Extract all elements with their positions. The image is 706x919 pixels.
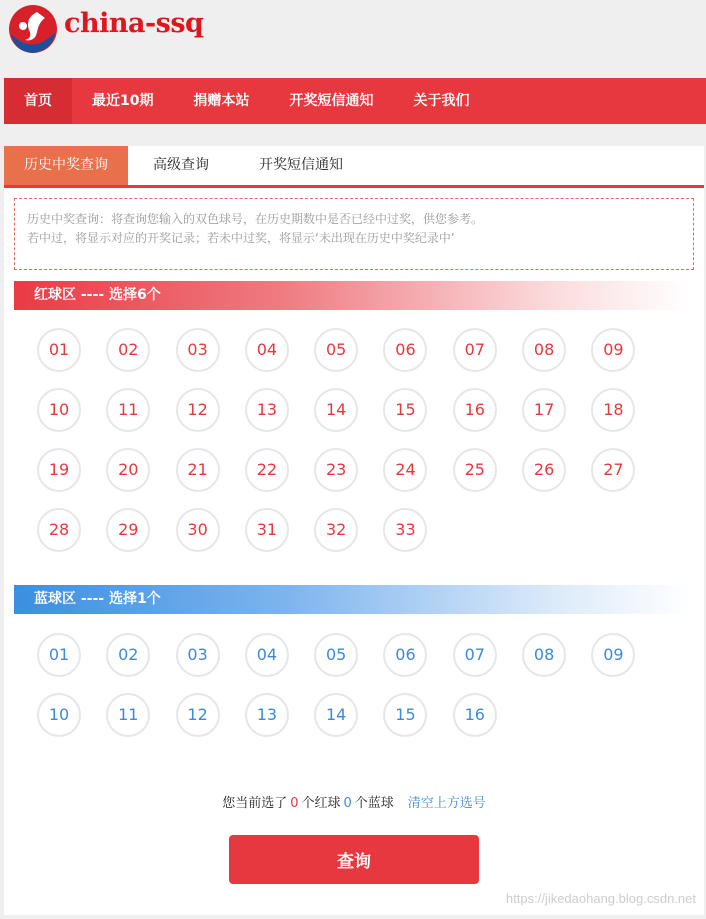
- red-ball[interactable]: 33: [383, 508, 427, 552]
- notice-box: [14, 198, 694, 270]
- blue-ball[interactable]: 02: [106, 633, 150, 677]
- red-ball[interactable]: 14: [314, 388, 358, 432]
- red-ball[interactable]: 12: [176, 388, 220, 432]
- tab-sms-notify[interactable]: 开奖短信通知: [259, 157, 343, 173]
- red-ball[interactable]: 08: [522, 328, 566, 372]
- red-ball[interactable]: 18: [591, 388, 635, 432]
- tab-history-query[interactable]: 历史中奖查询: [4, 146, 128, 185]
- query-button[interactable]: 查询: [229, 835, 479, 884]
- blue-ball-grid: [37, 633, 677, 753]
- blue-ball[interactable]: 05: [314, 633, 358, 677]
- blue-ball[interactable]: 07: [453, 633, 497, 677]
- blue-ball[interactable]: 12: [176, 693, 220, 737]
- red-ball[interactable]: 30: [176, 508, 220, 552]
- red-ball[interactable]: 06: [383, 328, 427, 372]
- red-ball[interactable]: 10: [37, 388, 81, 432]
- blue-ball[interactable]: 08: [522, 633, 566, 677]
- red-ball[interactable]: 24: [383, 448, 427, 492]
- red-ball[interactable]: 32: [314, 508, 358, 552]
- nav-about[interactable]: 关于我们: [413, 93, 470, 109]
- blue-count: 0: [343, 796, 352, 811]
- red-ball[interactable]: 20: [106, 448, 150, 492]
- brand-name: china-ssq: [64, 8, 204, 39]
- red-ball[interactable]: 17: [522, 388, 566, 432]
- blue-zone-header: 蓝球区 ---- 选择1个: [14, 585, 690, 614]
- blue-ball[interactable]: 14: [314, 693, 358, 737]
- red-ball[interactable]: 11: [106, 388, 150, 432]
- clear-selection-link[interactable]: 清空上方选号: [407, 796, 486, 811]
- red-ball[interactable]: 21: [176, 448, 220, 492]
- blue-ball[interactable]: 16: [453, 693, 497, 737]
- red-ball[interactable]: 25: [453, 448, 497, 492]
- blue-ball[interactable]: 03: [176, 633, 220, 677]
- red-ball[interactable]: 15: [383, 388, 427, 432]
- logo-icon: [7, 4, 59, 54]
- watermark: https://jikedaohang.blog.csdn.net: [505, 891, 696, 906]
- notice-line: 若中过，将显示对应的开奖记录；若未中过奖，将显示‘未出现在历史中奖纪录中’: [27, 231, 455, 245]
- nav-recent-10[interactable]: 最近10期: [92, 93, 154, 109]
- tab-bar: [4, 146, 704, 188]
- red-ball[interactable]: 05: [314, 328, 358, 372]
- red-ball[interactable]: 13: [245, 388, 289, 432]
- blue-ball[interactable]: 11: [106, 693, 150, 737]
- red-ball[interactable]: 03: [176, 328, 220, 372]
- blue-ball[interactable]: 04: [245, 633, 289, 677]
- red-ball[interactable]: 01: [37, 328, 81, 372]
- tab-advanced-query[interactable]: 高级查询: [153, 157, 209, 173]
- main-panel: [4, 146, 704, 915]
- red-ball[interactable]: 02: [106, 328, 150, 372]
- red-ball[interactable]: 07: [453, 328, 497, 372]
- summary-prefix: 您当前选了: [222, 796, 288, 811]
- blue-ball[interactable]: 15: [383, 693, 427, 737]
- red-ball[interactable]: 19: [37, 448, 81, 492]
- blue-ball[interactable]: 01: [37, 633, 81, 677]
- red-ball[interactable]: 28: [37, 508, 81, 552]
- red-ball-grid: [37, 328, 677, 568]
- red-ball[interactable]: 27: [591, 448, 635, 492]
- red-ball[interactable]: 26: [522, 448, 566, 492]
- blue-ball[interactable]: 09: [591, 633, 635, 677]
- red-ball[interactable]: 29: [106, 508, 150, 552]
- red-zone-header: 红球区 ---- 选择6个: [14, 281, 690, 310]
- red-ball[interactable]: 09: [591, 328, 635, 372]
- blue-ball[interactable]: 06: [383, 633, 427, 677]
- notice-line: 历史中奖查询：将查询您输入的双色球号，在历史期数中是否已经中过奖，供您参考。: [27, 212, 484, 226]
- red-ball[interactable]: 22: [245, 448, 289, 492]
- blue-ball[interactable]: 10: [37, 693, 81, 737]
- summary-suffix: 个蓝球: [354, 796, 394, 811]
- red-ball[interactable]: 04: [245, 328, 289, 372]
- red-ball[interactable]: 16: [453, 388, 497, 432]
- selection-summary: [4, 792, 704, 811]
- nav-home[interactable]: 首页: [4, 78, 72, 124]
- nav-sms-notify[interactable]: 开奖短信通知: [289, 93, 374, 109]
- main-nav: [4, 78, 706, 124]
- summary-mid: 个红球: [301, 796, 341, 811]
- blue-ball[interactable]: 13: [245, 693, 289, 737]
- red-count: 0: [290, 796, 299, 811]
- red-ball[interactable]: 31: [245, 508, 289, 552]
- nav-donate[interactable]: 捐赠本站: [193, 93, 250, 109]
- red-ball[interactable]: 23: [314, 448, 358, 492]
